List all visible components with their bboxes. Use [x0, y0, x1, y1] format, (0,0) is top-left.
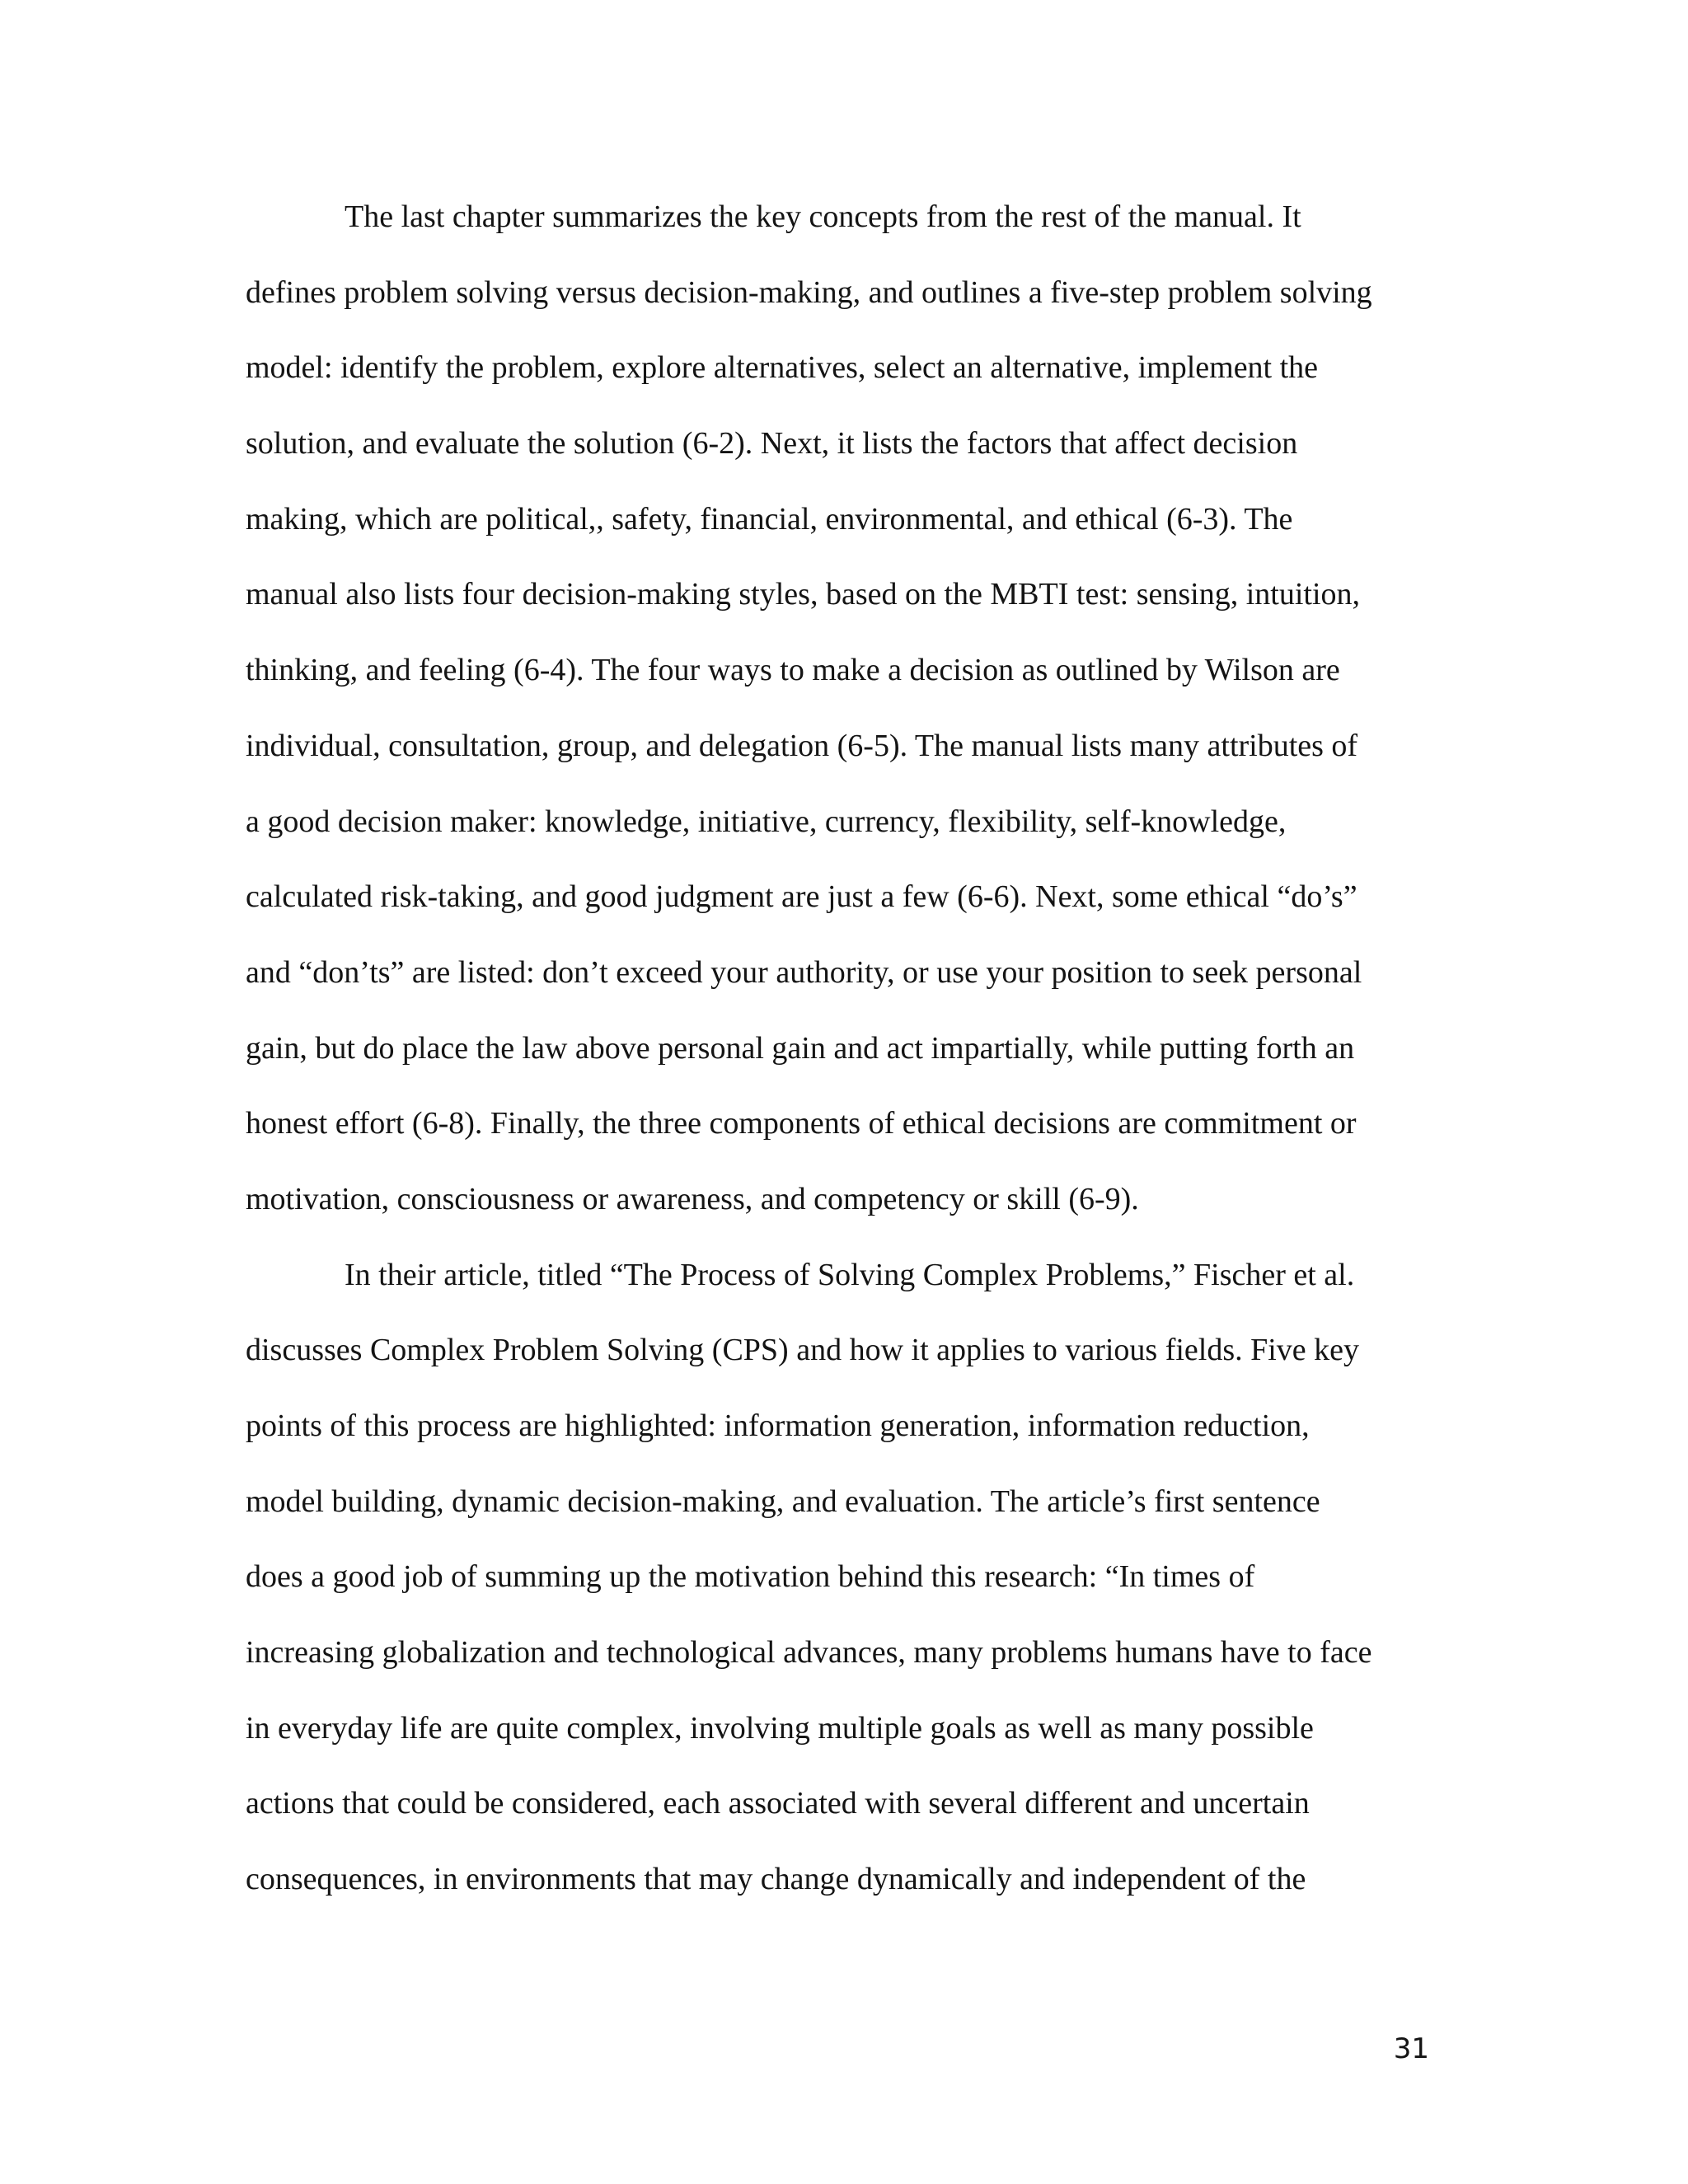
paragraph-2-line-2: discusses Complex Problem Solving (CPS) and how it applies to various fields. Five key: [246, 1333, 1360, 1368]
paragraph-1-line-3: model: identify the problem, explore alternatives, select an alternative, implement the: [246, 350, 1319, 386]
paragraph-1-line-14: motivation, consciousness or awareness, and competency or skill (6-9).: [246, 1181, 1139, 1216]
paragraph-2-line-1: In their article, titled “The Process of Solving Complex Problems,” Fischer et al.: [345, 1257, 1355, 1292]
paragraph-1-line-11: and “don’ts” are listed: don’t exceed your authority, or use your position to seek personal: [246, 954, 1362, 990]
paragraph-2-line-9: consequences, in environments that may change dynamically and independent of the: [246, 1862, 1306, 1897]
paragraph-1-line-4: solution, and evaluate the solution (6-2). Next, it lists the factors that affect decision: [246, 426, 1298, 462]
paragraph-1-line-1: The last chapter summarizes the key concepts from the rest of the manual. It: [345, 199, 1301, 234]
paragraph-1-line-9: a good decision maker: knowledge, initiative, currency, flexibility, self-knowledge,: [246, 804, 1287, 839]
paragraph-1-line-13: honest effort (6-8). Finally, the three components of ethical decisions are commitment or: [246, 1106, 1357, 1141]
paragraph-2-line-8: actions that could be considered, each associated with several different and uncertain: [246, 1786, 1310, 1821]
paragraph-1-line-5: making, which are political,, safety, financial, environmental, and ethical (6-3). The: [246, 501, 1293, 537]
paragraph-2-line-6: increasing globalization and technological advances, many problems humans have to face: [246, 1635, 1372, 1671]
paragraph-1-line-10: calculated risk-taking, and good judgment are just a few (6-6). Next, some ethical “do’s”: [246, 879, 1357, 915]
paragraph-1-line-8: individual, consultation, group, and delegation (6-5). The manual lists many attributes of: [246, 728, 1358, 763]
page-number: 31: [1393, 2032, 1429, 2065]
paragraph-1-line-2: defines problem solving versus decision-making, and outlines a five-step problem solving: [246, 274, 1372, 310]
paragraph-2-line-4: model building, dynamic decision-making, and evaluation. The article’s first sentence: [246, 1483, 1320, 1519]
paragraph-1-line-7: thinking, and feeling (6-4). The four ways to make a decision as outlined by Wilson are: [246, 653, 1340, 688]
paragraph-2-line-5: does a good job of summing up the motivation behind this research: “In times of: [246, 1559, 1255, 1595]
paragraph-1-line-12: gain, but do place the law above personal gain and act impartially, while putting forth an: [246, 1030, 1355, 1066]
paragraph-2-line-7: in everyday life are quite complex, involving multiple goals as well as many possible: [246, 1710, 1314, 1746]
paragraph-1-line-6: manual also lists four decision-making styles, based on the MBTI test: sensing, intuition,: [246, 577, 1361, 612]
body-text: [246, 196, 1429, 1934]
paragraph-2-line-3: points of this process are highlighted: information generation, information reduction,: [246, 1408, 1310, 1443]
